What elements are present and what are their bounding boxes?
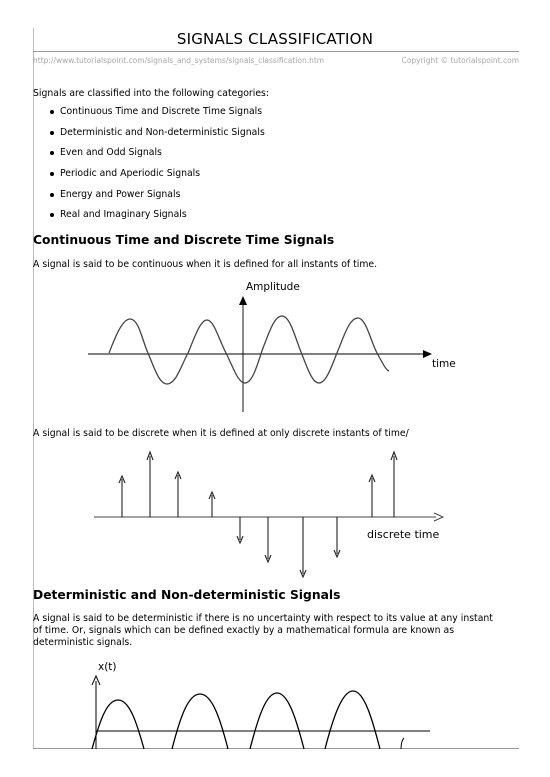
source-url[interactable]: http://www.tutorialspoint.com/signals_and_systems/signals_classification.htm [33,56,325,65]
list-item: Continuous Time and Discrete Time Signals [33,106,265,127]
intro-text: Signals are classified into the following categories: [33,88,270,99]
page-title: SIGNALS CLASSIFICATION [176,30,374,48]
deterministic-description-line2: of time. Or, signals which can be defined exactly by a mathematical formula are known as [33,625,455,636]
list-item: Energy and Power Signals [33,189,265,210]
y-axis-label: x(t) [98,661,117,673]
continuous-description: A signal is said to be continuous when it is defined for all instants of time. [33,259,378,270]
copyright-notice: Copyright © tutorialspoint.com [401,56,519,65]
deterministic-description-line3: deterministic signals. [33,637,133,648]
curve-stub [401,738,404,749]
discrete-description: A signal is said to be discrete when it is defined at only discrete instants of time/ [33,428,409,439]
list-item: Deterministic and Non-deterministic Signals [33,127,265,148]
section-heading-deterministic: Deterministic and Non-deterministic Signals [33,588,341,602]
list-item: Real and Imaginary Signals [33,209,265,230]
list-item: Periodic and Aperiodic Signals [33,168,265,189]
deterministic-description-line1: A signal is said to be deterministic if there is no uncertainty with respect to its value at any instant [33,613,493,624]
section-heading-continuous-discrete: Continuous Time and Discrete Time Signals [33,233,335,247]
time-label: time [432,358,456,370]
list-item: Even and Odd Signals [33,147,265,168]
amplitude-label: Amplitude [246,281,300,293]
discrete-time-label: discrete time [367,528,440,541]
rectified-wave [92,691,380,749]
